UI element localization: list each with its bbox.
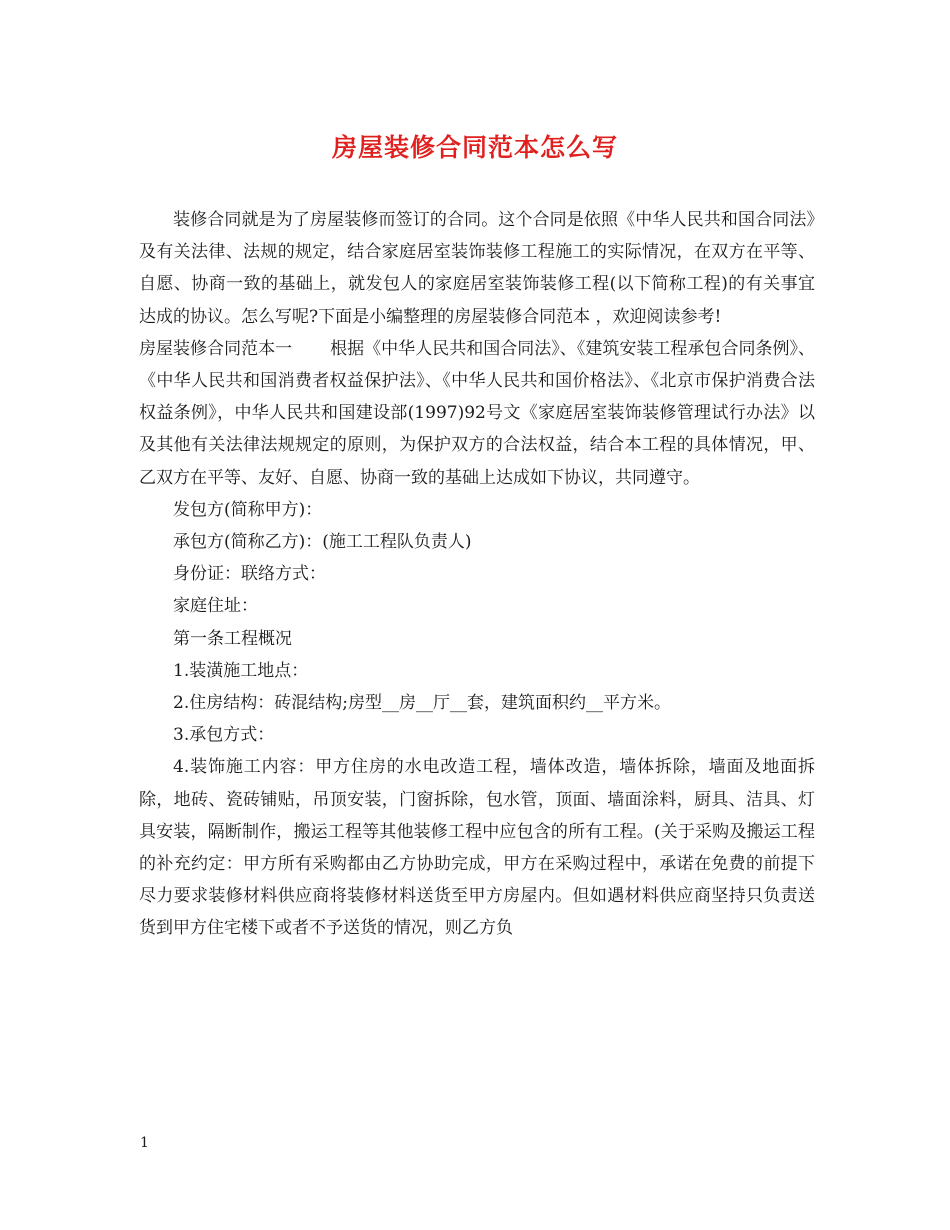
item-1: 1.装潢施工地点：: [173, 660, 309, 681]
address-line: 家庭住址：: [173, 596, 258, 617]
document-title: 房屋装修合同范本怎么写: [331, 133, 618, 162]
item-3: 3.承包方式：: [173, 725, 275, 746]
article-1-heading: 第一条工程概况: [173, 628, 292, 649]
preamble-paragraph: [139, 333, 815, 494]
id-contact-line: 身份证：联络方式：: [173, 564, 326, 585]
section-label: 房屋装修合同范本一: [139, 338, 293, 359]
page-number: 1: [140, 1135, 149, 1151]
item-2: 2.住房结构：砖混结构;房型__房__厅__套，建筑面积约__平方米。: [173, 693, 671, 714]
intro-paragraph: 装修合同就是为了房屋装修而签订的合同。这个合同是依照《中华人民共和国合同法》及有关法律、法规的规定，结合家庭居室装饰装修工程施工的实际情况，在双方在平等、自愿、协商一致的基础上，就发包人的家庭居室装饰装修工程(以下简称工程)的有关事宜达成的协议。怎么写呢?下面是小编整理的房屋装修合同范本 ，欢迎阅读参考!: [139, 210, 815, 327]
party-b-line: 承包方(简称乙方)：(施工工程队负责人): [173, 532, 472, 553]
party-a-line: 发包方(简称甲方)：: [173, 499, 323, 520]
document-body: [139, 204, 815, 945]
preamble-text: 根据《中华人民共和国合同法》、《建筑安装工程承包合同条例》、《中华人民共和国消费者权益保护法》、《中华人民共和国价格法》、《北京市保护消费合法权益条例》，中华人民共和国建设部(1997)92号文《家庭居室装饰装修管理试行办法》以及其他有关法律法规规定的原则，为保护双方的合法权益，结合本工程的具体情况，甲、乙双方在平等、友好、自愿、协商一致的基础上达成如下协议，共同遵守。: [139, 338, 816, 488]
item-4: 4.装饰施工内容：甲方住房的水电改造工程，墙体改造，墙体拆除，墙面及地面拆除，地砖、瓷砖铺贴，吊顶安装，门窗拆除，包水管，顶面、墙面涂料，厨具、洁具、灯具安装，隔断制作，搬运工程等其他装修工程中应包含的所有工程。(关于采购及搬运工程的补充约定：甲方所有采购都由乙方协助完成，甲方在采购过程中，承诺在免费的前提下尽力要求装修材料供应商将装修材料送货至甲方房屋内。但如遇材料供应商坚持只负责送货到甲方住宅楼下或者不予送货的情况，则乙方负: [139, 757, 815, 939]
